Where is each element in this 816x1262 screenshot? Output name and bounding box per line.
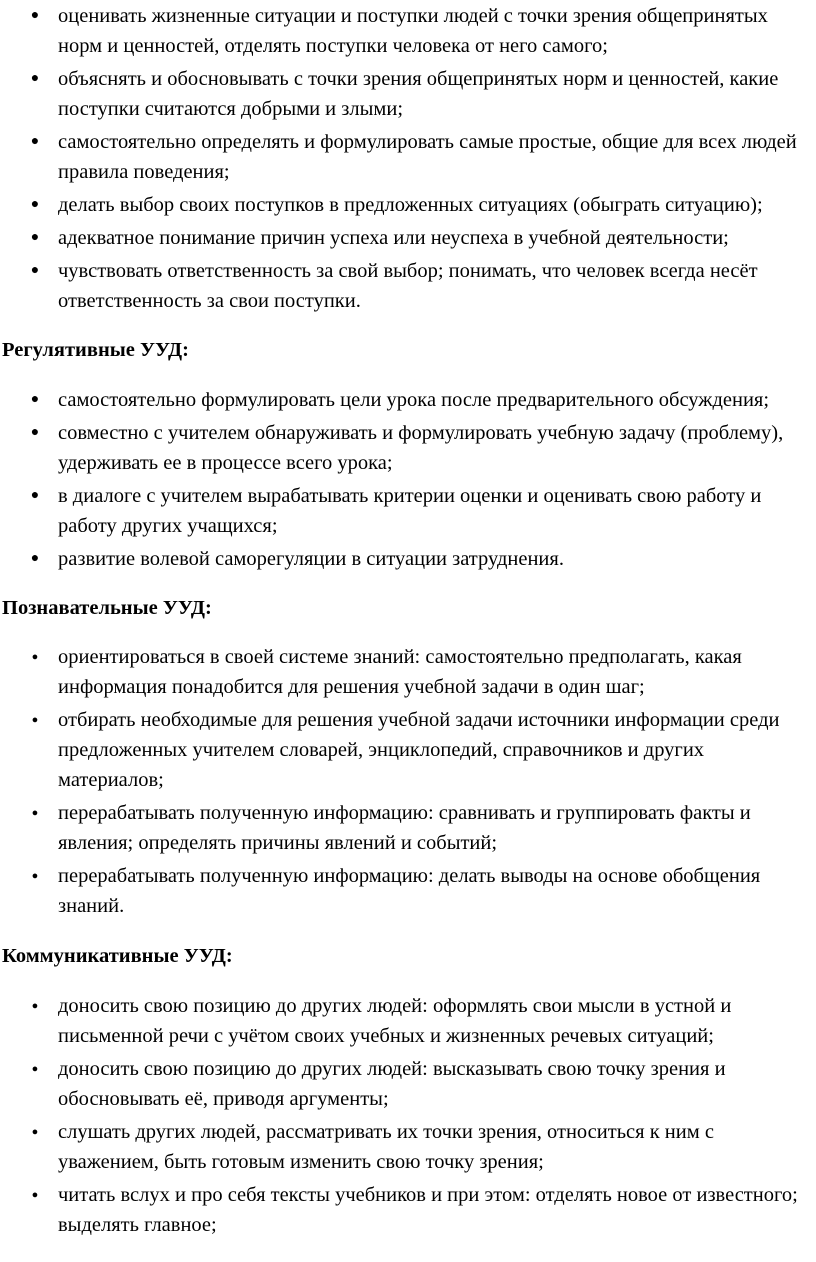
bullet-icon: ●: [30, 230, 40, 245]
list-item-text: перерабатывать полученную информацию: делать выводы на основе обобщения знаний.: [58, 865, 761, 917]
list-item: [0, 1054, 816, 1114]
bullet-icon: ●: [31, 1189, 39, 1201]
list-item-text: самостоятельно определять и формулировать самые простые, общие для всех людей правила поведения;: [58, 131, 797, 183]
list-item: [0, 642, 816, 702]
cognitive-uud-heading: Познавательные УУД:: [2, 597, 212, 619]
list-item: [0, 991, 816, 1051]
list-item: [0, 223, 816, 253]
list-item: [0, 418, 816, 478]
personal-uud-list: [0, 0, 816, 316]
list-item-text: перерабатывать полученную информацию: сравнивать и группировать факты и явления; определять причины явлений и событий;: [58, 802, 751, 854]
list-item: [0, 705, 816, 795]
bullet-icon: ●: [30, 71, 40, 86]
bullet-icon: ●: [30, 197, 40, 212]
bullet-icon: ●: [30, 425, 40, 440]
list-item-text: слушать других людей, рассматривать их точки зрения, относиться к ним с уважением, быть готовым изменить свою точку зрения;: [58, 1121, 714, 1173]
list-item-text: читать вслух и про себя тексты учебников и при этом: отделять новое от известного; выделять главное;: [58, 1184, 798, 1236]
bullet-icon: ●: [30, 551, 40, 566]
list-item: [0, 256, 816, 316]
list-item-text: адекватное понимание причин успеха или неуспеха в учебной деятельности;: [58, 227, 729, 249]
list-item-text: в диалоге с учителем вырабатывать критерии оценки и оценивать свою работу и работу других учащихся;: [58, 485, 762, 537]
list-item: [0, 1117, 816, 1177]
bullet-icon: ●: [30, 392, 40, 407]
list-item-text: чувствовать ответственность за свой выбор; понимать, что человек всегда несёт ответственность за свои поступки.: [58, 260, 758, 312]
list-item: [0, 544, 816, 574]
list-item: [0, 861, 816, 921]
bullet-icon: ●: [31, 1063, 39, 1075]
list-item: [0, 127, 816, 187]
list-item-text: доносить свою позицию до других людей: оформлять свои мысли в устной и письменной речи с учётом своих учебных и жизненных речевых ситуаций;: [58, 995, 732, 1047]
list-item: [0, 481, 816, 541]
list-item-text: отбирать необходимые для решения учебной задачи источники информации среди предложенных учителем словарей, энциклопедий, справочников и других материалов;: [58, 709, 780, 791]
bullet-icon: ●: [31, 807, 39, 819]
list-item-text: совместно с учителем обнаруживать и формулировать учебную задачу (проблему), удерживать ее в процессе всего урока;: [58, 422, 784, 474]
list-item: [0, 190, 816, 220]
list-item: [0, 64, 816, 124]
bullet-icon: ●: [31, 1000, 39, 1012]
list-item: [0, 798, 816, 858]
list-item-text: объяснять и обосновывать с точки зрения общепринятых норм и ценностей, какие поступки считаются добрыми и злыми;: [58, 68, 779, 120]
list-item: [0, 385, 816, 415]
bullet-icon: ●: [31, 714, 39, 726]
list-item: [0, 1, 816, 61]
list-item-text: оценивать жизненные ситуации и поступки людей с точки зрения общепринятых норм и ценностей, отделять поступки человека от него самого;: [58, 5, 768, 57]
regulatory-uud-list: [0, 385, 816, 574]
regulatory-uud-heading: Регулятивные УУД:: [2, 339, 189, 361]
bullet-icon: ●: [31, 651, 39, 663]
list-item: [0, 1180, 816, 1240]
bullet-icon: ●: [30, 263, 40, 278]
list-item-text: делать выбор своих поступков в предложенных ситуациях (обыграть ситуацию);: [58, 194, 763, 216]
list-item-text: самостоятельно формулировать цели урока после предварительного обсуждения;: [58, 389, 770, 411]
communicative-uud-list: [0, 991, 816, 1240]
bullet-icon: ●: [31, 1126, 39, 1138]
list-item-text: развитие волевой саморегуляции в ситуации затруднения.: [58, 548, 564, 570]
cognitive-uud-list: [0, 642, 816, 921]
bullet-icon: ●: [31, 870, 39, 882]
bullet-icon: ●: [30, 8, 40, 23]
bullet-icon: ●: [30, 488, 40, 503]
communicative-uud-heading: Коммуникативные УУД:: [2, 945, 233, 967]
bullet-icon: ●: [30, 134, 40, 149]
list-item-text: ориентироваться в своей системе знаний: самостоятельно предполагать, какая информация понадобится для решения учебной задачи в один шаг;: [58, 646, 742, 698]
list-item-text: доносить свою позицию до других людей: высказывать свою точку зрения и обосновывать её, приводя аргументы;: [58, 1058, 726, 1110]
